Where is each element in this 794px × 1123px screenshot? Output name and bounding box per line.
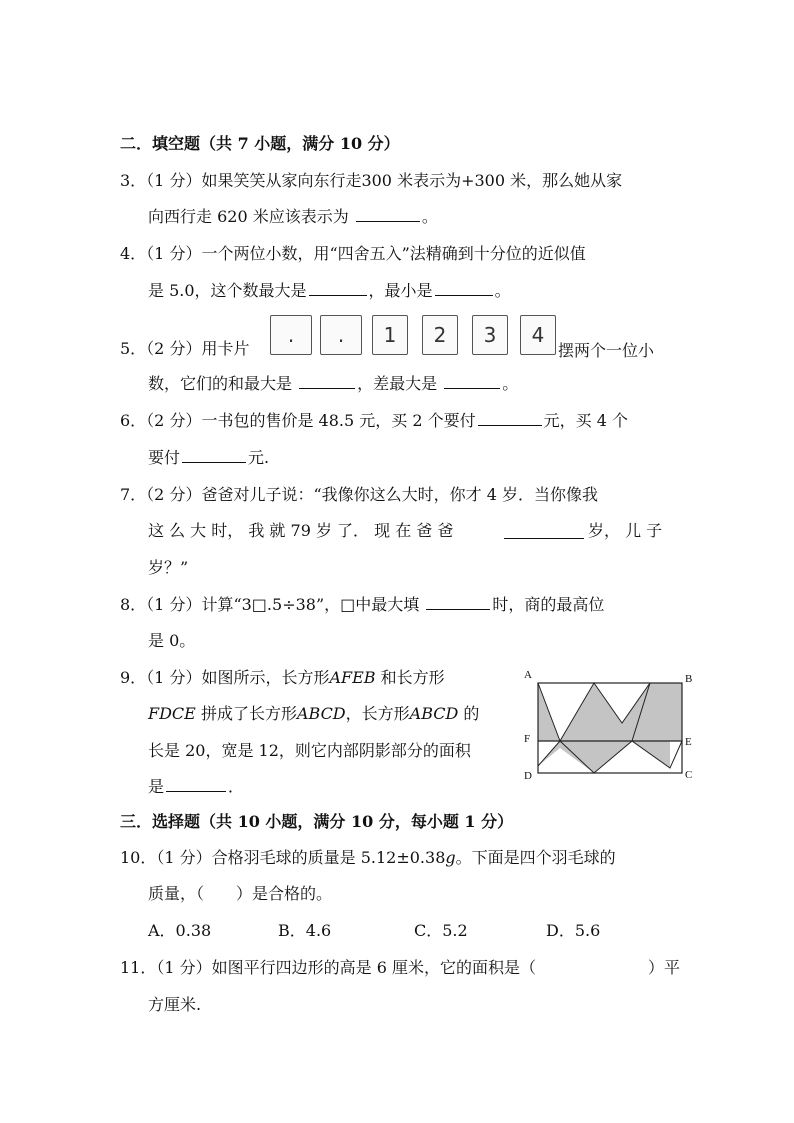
question-7-line-3: 岁？” xyxy=(148,558,189,577)
question-4-text: 是 5.0，这个数最大是 xyxy=(148,281,307,300)
label-e: E xyxy=(685,736,692,748)
question-11-line-1b: ）平 xyxy=(648,958,681,977)
question-4-line-2 xyxy=(148,280,511,302)
question-9-text-e: 的 xyxy=(458,704,480,723)
question-9-text-f: 是 xyxy=(148,777,165,796)
option-c[interactable]: C．5.2 xyxy=(414,921,468,940)
question-6-text: 6．（2 分）一书包的售价是 48.5 元，买 2 个要付 xyxy=(120,411,476,430)
question-3-end: 。 xyxy=(421,207,438,226)
digit-card: 2 xyxy=(422,315,458,355)
question-4-line-1: 4．（1 分）一个两位小数，用“四舍五入”法精确到十分位的近似值 xyxy=(120,244,586,263)
rect-name: ABCD xyxy=(409,704,459,723)
question-8-text-b: 时，商的最高位 xyxy=(492,595,605,614)
answer-blank-2[interactable] xyxy=(478,411,542,426)
digit-card: 3 xyxy=(472,315,508,355)
question-9-text: 9．（1 分）如图所示，长方形 xyxy=(120,668,330,687)
label-b: B xyxy=(685,673,693,685)
question-9-text-c: 拼成了长方形 xyxy=(195,704,297,723)
section-3-heading: 三．选择题（共 10 小题，满分 10 分，每小题 1 分） xyxy=(120,812,514,831)
rectangle-figure xyxy=(520,668,700,788)
answer-blank[interactable] xyxy=(356,207,420,222)
shaded-triangle xyxy=(560,741,632,773)
question-11-line-2: 方厘米. xyxy=(148,995,202,1014)
question-5-suffix: 摆两个一位小 xyxy=(558,341,655,360)
question-5-end: 。 xyxy=(502,374,519,393)
question-4-text-min: ，最小是 xyxy=(368,281,433,300)
question-6-end: 元. xyxy=(248,448,270,467)
question-10-text-b: 。下面是四个羽毛球的 xyxy=(455,848,616,867)
question-6-line-2 xyxy=(148,447,269,469)
question-10-text: 10．（1 分）合格羽毛球的质量是 5.12±0.38 xyxy=(120,848,446,867)
option-d[interactable]: D．5.6 xyxy=(546,921,601,940)
question-3-line-2 xyxy=(148,206,438,228)
option-b[interactable]: B．4.6 xyxy=(278,921,332,940)
rect-name: FDCE xyxy=(148,704,196,723)
answer-blank-max[interactable] xyxy=(309,281,367,296)
digit-card: 4 xyxy=(520,315,556,355)
question-8-text: 8．（1 分）计算“3□.5÷38”，□中最大填 xyxy=(120,595,425,614)
question-7-text-b: 岁， 儿 子 xyxy=(588,521,663,540)
question-6-line-1 xyxy=(120,410,628,432)
label-c: C xyxy=(685,769,693,781)
digit-card: 1 xyxy=(372,315,408,355)
question-9-line-2 xyxy=(148,703,479,725)
question-7-line-2 xyxy=(148,520,453,542)
question-3-text: 向西行走 620 米应该表示为 xyxy=(148,207,354,226)
rect-name: AFEB xyxy=(329,668,376,687)
digit-card: . xyxy=(320,315,362,355)
question-3-line-1: 3．（1 分）如果笑笑从家向东行走300 米表示为+300 米，那么她从家 xyxy=(120,171,623,190)
answer-blank-diff[interactable] xyxy=(444,374,500,389)
answer-blank-min[interactable] xyxy=(435,281,493,296)
question-8-line-2: 是 0。 xyxy=(148,631,196,650)
label-d: D xyxy=(524,770,532,782)
rect-name: ABCD xyxy=(296,704,346,723)
question-5-text: 数，它们的和最大是 xyxy=(148,374,298,393)
label-f: F xyxy=(524,733,531,745)
question-9-text-d: ，长方形 xyxy=(345,704,410,723)
question-9-end: ． xyxy=(228,777,245,796)
question-6-text-b: 元，买 4 个 xyxy=(543,411,628,430)
question-5-line-2 xyxy=(148,373,518,395)
option-a[interactable]: A．0.38 xyxy=(148,921,212,940)
question-10-line-1 xyxy=(120,847,616,869)
digit-card: . xyxy=(270,315,312,355)
answer-blank-father[interactable] xyxy=(504,524,584,539)
answer-blank-4[interactable] xyxy=(182,448,246,463)
unit-g: g xyxy=(445,848,456,867)
question-10-line-2: 质量，（ ）是合格的。 xyxy=(148,884,333,903)
question-5-text-diff: ，差最大是 xyxy=(357,374,443,393)
answer-blank[interactable] xyxy=(426,595,490,610)
answer-blank[interactable] xyxy=(166,777,226,792)
label-a: A xyxy=(524,669,532,681)
question-5-prefix: 5．（2 分）用卡片 xyxy=(120,339,250,358)
question-6-text-c: 要付 xyxy=(148,448,181,467)
question-9-line-1 xyxy=(120,667,445,689)
question-9-text-b: 和长方形 xyxy=(375,668,445,687)
answer-blank-sum[interactable] xyxy=(299,374,355,389)
question-7-line-1: 7．（2 分）爸爸对儿子说：“我像你这么大时，你才 4 岁．当你像我 xyxy=(120,485,598,504)
question-7-text: 这 么 大 时， 我 就 79 岁 了． 现 在 爸 爸 xyxy=(148,521,454,540)
section-2-heading: 二．填空题（共 7 小题，满分 10 分） xyxy=(120,134,400,153)
question-11-line-1a: 11．（1 分）如图平行四边形的高是 6 厘米，它的面积是（ xyxy=(120,958,536,977)
question-4-end: 。 xyxy=(494,281,511,300)
question-9-line-3: 长是 20，宽是 12，则它内部阴影部分的面积 xyxy=(148,741,471,760)
question-8-line-1 xyxy=(120,594,604,616)
question-9-line-4 xyxy=(148,776,244,798)
